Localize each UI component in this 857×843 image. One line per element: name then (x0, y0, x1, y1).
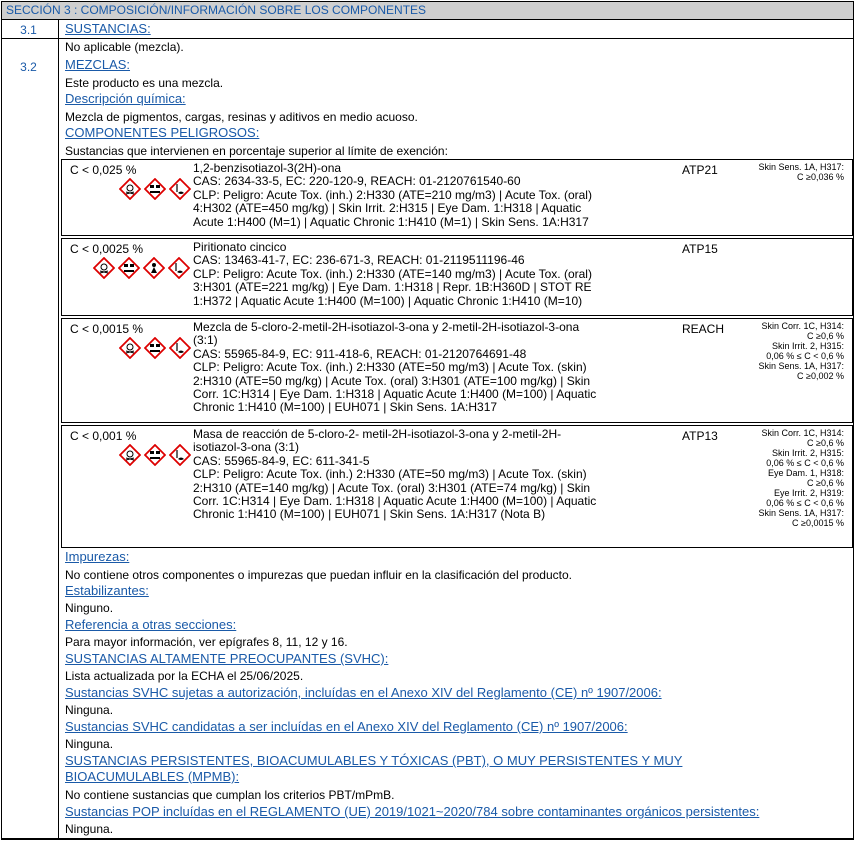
section-number-3-1: 3.1 (20, 23, 37, 37)
component-regulation-code: ATP13 (682, 429, 718, 443)
component-line: Chronic 1:H410 (M=100) | EUH071 | Skin Sens. 1A:H317 (193, 400, 498, 415)
referencia-title: Referencia a otras secciones: (65, 617, 237, 632)
estabilizantes-title: Estabilizantes: (65, 583, 149, 598)
limit-line: Skin Corr. 1C, H314: (761, 428, 844, 438)
limit-line: C ≥0,0015 % (792, 518, 844, 528)
ghs-pictograms (119, 337, 191, 359)
ghs-pictograms (119, 178, 191, 200)
ghs09-environment-icon (169, 337, 191, 359)
component-line: CLP: Peligro: Acute Tox. (inh.) 2:H330 (ATE=210 mg/m3) | Acute Tox. (oral) (193, 187, 592, 202)
specific-concentration-limits (758, 428, 844, 528)
impurezas-title: Impurezas: (65, 549, 130, 564)
limit-line: Skin Corr. 1C, H314: (761, 321, 844, 331)
ghs05-corrosion-icon (118, 257, 140, 279)
limit-line: C ≥0,6 % (807, 438, 844, 448)
svhc-title: SUSTANCIAS ALTAMENTE PREOCUPANTES (SVHC): (65, 651, 389, 666)
component-description (193, 428, 596, 522)
component-line: 2:H310 (ATE=140 mg/kg) | Acute Tox. (oral) 3:H301 (ATE=74 mg/kg) | Skin (193, 480, 591, 495)
section-header: SECCIÓN 3 : COMPOSICIÓN/INFORMACIÓN SOBRE LOS COMPONENTES (1, 1, 854, 20)
section-number-3-2: 3.2 (20, 60, 37, 74)
ghs09-environment-icon (169, 178, 191, 200)
ghs06-skull-icon (93, 257, 115, 279)
row-divider (2, 38, 853, 39)
limit-line: Skin Irrit. 2, H315: (771, 341, 844, 351)
sustancias-text: No aplicable (mezcla). (65, 40, 184, 54)
component-regulation-code: ATP21 (682, 163, 718, 177)
ghs06-skull-icon (119, 178, 141, 200)
component-line: 1,2-benzisotiazol-3(2H)-ona (193, 161, 342, 175)
impurezas-text: No contiene otros componentes o impurezas que puedan influir en la clasificación del producto. (65, 568, 572, 582)
component-regulation-code: REACH (682, 322, 725, 336)
component-line: CLP: Peligro: Acute Tox. (inh.) 2:H330 (ATE=140 mg/m3) | Acute Tox. (oral) (193, 266, 592, 281)
component-concentration: C < 0,001 % (70, 429, 137, 443)
ghs06-skull-icon (119, 337, 141, 359)
limit-line: Eye Dam. 1, H318: (767, 468, 844, 478)
component-row (61, 425, 853, 548)
component-line: Corr. 1C:H314 | Eye Dam. 1:H318 | Aquatic Acute 1:H400 (M=100) | Aquatic (193, 494, 597, 509)
component-line: 2:H310 (ATE=50 mg/kg) | Acute Tox. (oral) 3:H301 (ATE=100 mg/kg) | Skin (193, 373, 591, 388)
svhc-text: Lista actualizada por la ECHA el 25/06/2025. (65, 669, 304, 683)
estabilizantes-text: Ninguno. (65, 601, 114, 615)
component-line: (3:1) (193, 333, 218, 348)
ghs05-corrosion-icon (144, 178, 166, 200)
component-line: Masa de reacción de 5-cloro-2- metil-2H-isotiazol-3-ona y 2-metil-2H- (193, 427, 562, 441)
component-line: CAS: 2634-33-5, EC: 220-120-9, REACH: 01-2120761540-60 (193, 174, 521, 189)
component-line: 4:H302 (ATE=450 mg/kg) | Skin Irrit. 2:H315 | Eye Dam. 1:H318 | Aquatic (193, 201, 582, 216)
specific-concentration-limits (758, 162, 844, 182)
limit-line: Eye Irrit. 2, H319: (773, 488, 844, 498)
svhc-autorizacion-title: Sustancias SVHC sujetas a autorización, incluídas en el Anexo XIV del Reglamento (CE) nº 1907/2006: (65, 685, 662, 700)
descripcion-title: Descripción química: (65, 91, 186, 106)
pbt-title-line-1: SUSTANCIAS PERSISTENTES, BIOACUMULABLES Y TÓXICAS (PBT), O MUY PERSISTENTES Y MUY (65, 753, 683, 768)
component-regulation-code: ATP15 (682, 242, 718, 256)
component-line: Piritionato cincico (193, 240, 287, 254)
ghs05-corrosion-icon (144, 337, 166, 359)
pop-title: Sustancias POP incluídas en el REGLAMENTO (UE) 2019/1021~2020/784 sobre contaminantes orgánicos persistentes: (65, 804, 760, 819)
componentes-text: Sustancias que intervienen en porcentaje superior al límite de exención: (65, 144, 448, 158)
pbt-title-line-2: BIOACUMULABLES (MPMB): (65, 769, 240, 784)
component-row (61, 238, 853, 316)
component-line: Mezcla de 5-cloro-2-metil-2H-isotiazol-3-ona y 2-metil-2H-isotiazol-3-ona (193, 320, 580, 334)
limit-line: 0,06 % ≤ C < 0,6 % (766, 458, 844, 468)
limit-line: Skin Sens. 1A, H317: (758, 162, 844, 172)
component-description (193, 321, 596, 415)
mezclas-title: MEZCLAS: (65, 57, 131, 72)
ghs06-skull-icon (119, 444, 141, 466)
ghs08-health-hazard-icon (143, 257, 165, 279)
component-line: CLP: Peligro: Acute Tox. (inh.) 2:H330 (ATE=50 mg/m3) | Acute Tox. (skin) (193, 467, 587, 482)
limit-line: Skin Sens. 1A, H317: (758, 361, 844, 371)
referencia-text: Para mayor información, ver epígrafes 8, 11, 12 y 16. (65, 635, 348, 649)
component-line: CAS: 55965-84-9, EC: 611-341-5 (193, 453, 370, 468)
component-concentration: C < 0,025 % (70, 163, 137, 177)
descripcion-text: Mezcla de pigmentos, cargas, resinas y aditivos en medio acuoso. (65, 110, 418, 124)
component-line: Acute 1:H400 (M=1) | Aquatic Chronic 1:H410 (M=1) | Skin Sens. 1A:H317 (193, 214, 589, 229)
ghs09-environment-icon (168, 257, 190, 279)
limit-line: Skin Irrit. 2, H315: (771, 448, 844, 458)
componentes-title: COMPONENTES PELIGROSOS: (65, 125, 260, 140)
component-row (61, 318, 853, 423)
limit-line: Skin Sens. 1A, H317: (758, 508, 844, 518)
component-line: CLP: Peligro: Acute Tox. (inh.) 2:H330 (ATE=50 mg/m3) | Acute Tox. (skin) (193, 360, 587, 375)
svhc-candidatas-title: Sustancias SVHC candidatas a ser incluídas en el Anexo XIV del Reglamento (CE) nº 1907/2006: (65, 719, 628, 734)
mezclas-text: Este producto es una mezcla. (65, 76, 224, 90)
limit-line: C ≥0,6 % (807, 478, 844, 488)
svhc-autorizacion-text: Ninguna. (65, 703, 114, 717)
component-line: 3:H301 (ATE=221 mg/kg) | Eye Dam. 1:H318 | Repr. 1B:H360D | STOT RE (193, 280, 592, 295)
specific-concentration-limits (758, 321, 844, 381)
ghs09-environment-icon (169, 444, 191, 466)
component-line: 1:H372 | Aquatic Acute 1:H400 (M=100) | Aquatic Chronic 1:H410 (M=10) (193, 293, 583, 308)
limit-line: 0,06 % ≤ C < 0,6 % (766, 351, 844, 361)
ghs05-corrosion-icon (144, 444, 166, 466)
limit-line: C ≥0,002 % (797, 371, 844, 381)
component-row (61, 159, 853, 236)
component-line: Corr. 1C:H314 | Eye Dam. 1:H318 | Aquatic Acute 1:H400 (M=100) | Aquatic (193, 387, 597, 402)
column-divider (58, 20, 59, 838)
component-line: isotiazol-3-ona (3:1) (193, 440, 300, 455)
ghs-pictograms (93, 257, 190, 279)
sustancias-title: SUSTANCIAS: (65, 21, 151, 36)
component-line: CAS: 55965-84-9, EC: 911-418-6, REACH: 01-2120764691-48 (193, 346, 527, 361)
component-concentration: C < 0,0015 % (70, 322, 144, 336)
component-description (193, 241, 592, 308)
pbt-text: No contiene sustancias que cumplan los criterios PBT/mPmB. (65, 788, 395, 802)
ghs-pictograms (119, 444, 191, 466)
svhc-candidatas-text: Ninguna. (65, 737, 114, 751)
component-description (193, 162, 592, 229)
component-line: Chronic 1:H410 (M=100) | EUH071 | Skin Sens. 1A:H317 (Nota B) (193, 507, 546, 522)
limit-line: C ≥0,6 % (807, 331, 844, 341)
pop-text: Ninguna. (65, 822, 114, 836)
component-concentration: C < 0,0025 % (70, 242, 144, 256)
limit-line: 0,06 % ≤ C < 0,6 % (766, 498, 844, 508)
limit-line: C ≥0,036 % (797, 172, 844, 182)
component-line: CAS: 13463-41-7, EC: 236-671-3, REACH: 01-2119511196-46 (193, 253, 525, 268)
